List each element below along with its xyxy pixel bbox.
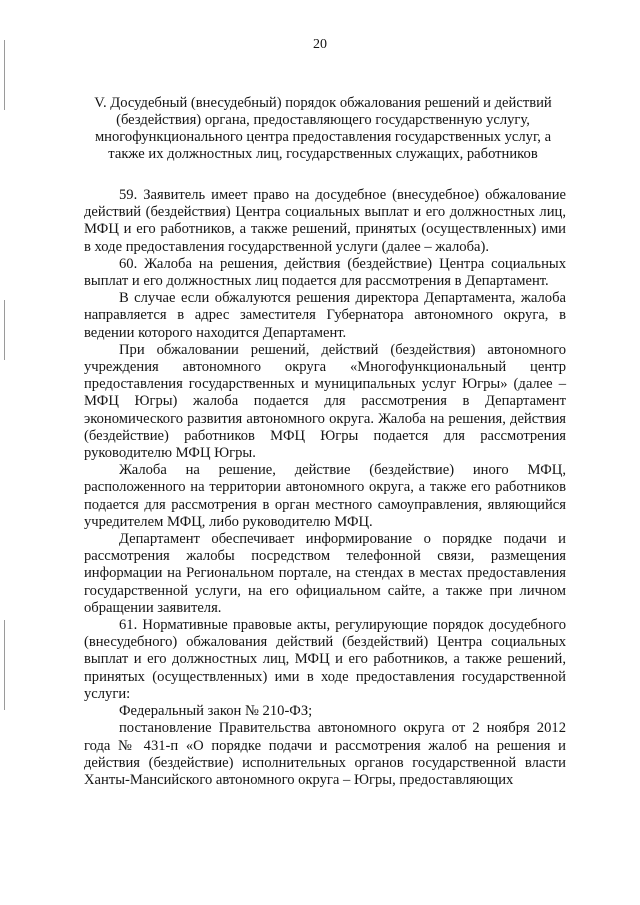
section-heading: V. Досудебный (внесудебный) порядок обжалования решений и действий (бездействия) органа, предоставляющего государственную услугу, многофункционального центра предоставления государственных услуг, а также их должностных лиц, государственных служащих, работников: [94, 95, 552, 162]
paragraph-other-mfc: Жалоба на решение, действие (бездействие) иного МФЦ, расположенного на территории автономного округа, а также его работников подается для рассмотрения в орган местного самоуправления, являющийся учредителем МФЦ, либо руководителю МФЦ.: [84, 462, 566, 530]
paragraph-informing: Департамент обеспечивает информирование о порядке подачи и рассмотрения жалобы посредством телефонной связи, размещения информации на Региональном портале, на стендах в местах предоставления государственной услуги, на его официальном сайте, а также при личном обращении заявителя.: [84, 531, 566, 616]
paragraph-61: 61. Нормативные правовые акты, регулирующие порядок досудебного (внесудебного) обжалования действий (бездействий) Центра социальных выплат и его должностных лиц, МФЦ и его работников, а также решений, принятых (осуществленных) ими в ходе предоставления государственной услуги:: [84, 617, 566, 702]
paragraph-mfc-yugra: При обжаловании решений, действий (бездействия) автономного учреждения автономного округа «Многофункциональный центр предоставления государственных и муниципальных услуг Югры» (далее – МФЦ Югры) жалоба подается для рассмотрения в Департамент экономического развития автономного округа. Жалоба на решения, действия (бездействие) работников МФЦ Югры подается для рассмотрения руководителю МФЦ Югры.: [84, 341, 566, 462]
paragraph-60: 60. Жалоба на решения, действия (бездействие) Центра социальных выплат и его должностных лиц подается для рассмотрения в Департамент.: [84, 255, 566, 290]
scan-margin-mark: [4, 40, 5, 110]
scan-margin-mark: [4, 620, 5, 710]
scan-margin-mark: [4, 300, 5, 360]
paragraph-59: 59. Заявитель имеет право на досудебное (внесудебное) обжалование действий (бездействия) Центра социальных выплат и его должностных лиц, МФЦ и его работников, а также решений, принятых (осуществленных) ими в ходе предоставления государственной услуги (далее – жалоба).: [84, 187, 566, 255]
paragraph-government-resolution: постановление Правительства автономного округа от 2 ноября 2012 года № 431-п «О порядке подачи и рассмотрения жалоб на решения и действия (бездействие) исполнительных органов государственной власти Ханты-Мансийского автономного округа – Югры, предоставляющих: [84, 720, 566, 788]
paragraph-federal-law: Федеральный закон № 210-ФЗ;: [119, 703, 313, 720]
document-body: [84, 187, 566, 789]
page-number: 20: [313, 37, 327, 52]
paragraph-director-complaint: В случае если обжалуются решения директора Департамента, жалоба направляется в адрес заместителя Губернатора автономного округа, в ведении которого находится Департамент.: [84, 290, 566, 341]
